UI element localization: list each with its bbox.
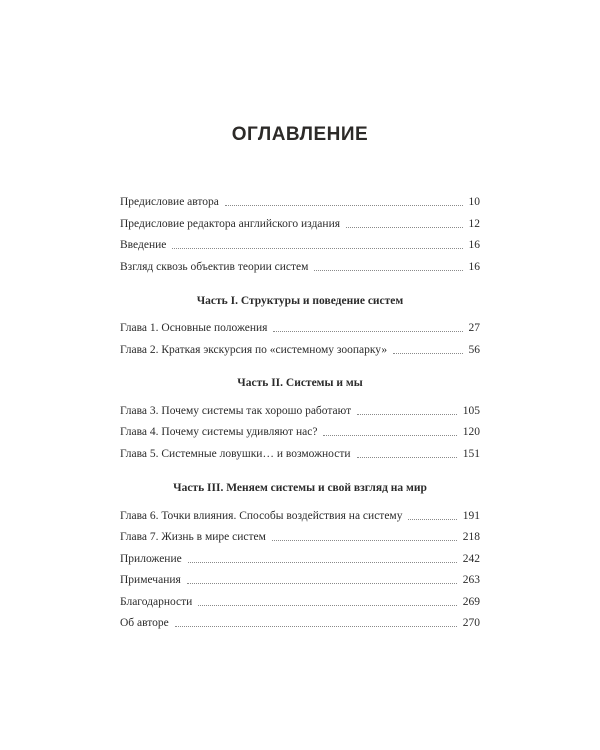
part-heading-2[interactable]: Часть II. Системы и мы <box>237 377 363 389</box>
dot-leader <box>175 625 457 627</box>
dot-leader <box>272 539 457 541</box>
toc-entry-page: 16 <box>468 239 480 251</box>
part-heading-1[interactable]: Часть I. Структуры и поведение систем <box>196 295 404 307</box>
toc-entry-page: 269 <box>462 596 480 608</box>
dot-leader <box>346 226 462 228</box>
toc-entry-label: Взгляд сквозь объектив теории систем <box>120 261 309 273</box>
toc-entry-page: 242 <box>462 553 480 565</box>
toc-entry-label: Глава 1. Основные положения <box>120 322 268 334</box>
dot-leader <box>357 413 457 415</box>
toc-entry-chapter-4[interactable] <box>120 423 480 439</box>
dot-leader <box>187 582 457 584</box>
toc-entry-page: 263 <box>462 574 480 586</box>
toc-entry-page: 270 <box>462 617 480 629</box>
toc-entry-page: 12 <box>468 218 480 230</box>
toc-entry-label: Глава 3. Почему системы так хорошо работают <box>120 405 352 417</box>
dot-leader <box>198 604 456 606</box>
toc-entry-label: Глава 4. Почему системы удивляют нас? <box>120 426 318 438</box>
toc-entry-author-preface[interactable] <box>120 193 480 209</box>
toc-entry-introduction[interactable] <box>120 236 480 252</box>
toc-entry-page: 16 <box>468 261 480 273</box>
toc-entry-systems-lens[interactable] <box>120 258 480 274</box>
toc-entry-page: 56 <box>468 344 480 356</box>
toc-entry-page: 105 <box>462 405 480 417</box>
toc-entry-label: Введение <box>120 239 167 251</box>
toc-entry-label: Глава 7. Жизнь в мире систем <box>120 531 266 543</box>
toc-entry-about-author[interactable] <box>120 614 480 630</box>
dot-leader <box>323 434 456 436</box>
toc-entry-page: 120 <box>462 426 480 438</box>
toc-entry-chapter-3[interactable] <box>120 402 480 418</box>
toc-entry-chapter-1[interactable] <box>120 319 480 335</box>
dot-leader <box>273 330 462 332</box>
dot-leader <box>188 561 457 563</box>
dot-leader <box>393 352 462 354</box>
dot-leader <box>357 456 457 458</box>
toc-entry-editor-preface[interactable] <box>120 215 480 231</box>
toc-entry-label: Глава 2. Краткая экскурсия по «системному зоопарку» <box>120 344 388 356</box>
part-heading-3[interactable]: Часть III. Меняем системы и свой взгляд на мир <box>173 482 427 494</box>
page-title: ОГЛАВЛЕНИЕ <box>231 124 369 145</box>
toc-entry-label: Приложение <box>120 553 182 565</box>
toc-entry-label: Благодарности <box>120 596 193 608</box>
toc-entry-page: 151 <box>462 448 480 460</box>
dot-leader <box>314 269 462 271</box>
toc-entry-page: 218 <box>462 531 480 543</box>
toc-entry-page: 191 <box>462 510 480 522</box>
toc-entry-chapter-5[interactable] <box>120 445 480 461</box>
dot-leader <box>225 204 463 206</box>
toc-entry-chapter-7[interactable] <box>120 528 480 544</box>
toc-entry-label: Глава 5. Системные ловушки… и возможности <box>120 448 351 460</box>
dot-leader <box>408 518 456 520</box>
toc-entry-page: 27 <box>468 322 480 334</box>
toc-entry-page: 10 <box>468 196 480 208</box>
toc-entry-notes[interactable] <box>120 571 480 587</box>
toc-entry-appendix[interactable] <box>120 550 480 566</box>
toc-entry-label: Примечания <box>120 574 181 586</box>
toc-entry-label: Предисловие редактора английского издания <box>120 218 341 230</box>
toc-entry-acknowledgements[interactable] <box>120 593 480 609</box>
toc-entry-label: Глава 6. Точки влияния. Способы воздействия на систему <box>120 510 403 522</box>
dot-leader <box>172 247 462 249</box>
toc-entry-label: Предисловие автора <box>120 196 219 208</box>
toc-entry-chapter-2[interactable] <box>120 341 480 357</box>
toc-entry-label: Об авторе <box>120 617 169 629</box>
toc-entry-chapter-6[interactable] <box>120 507 480 523</box>
